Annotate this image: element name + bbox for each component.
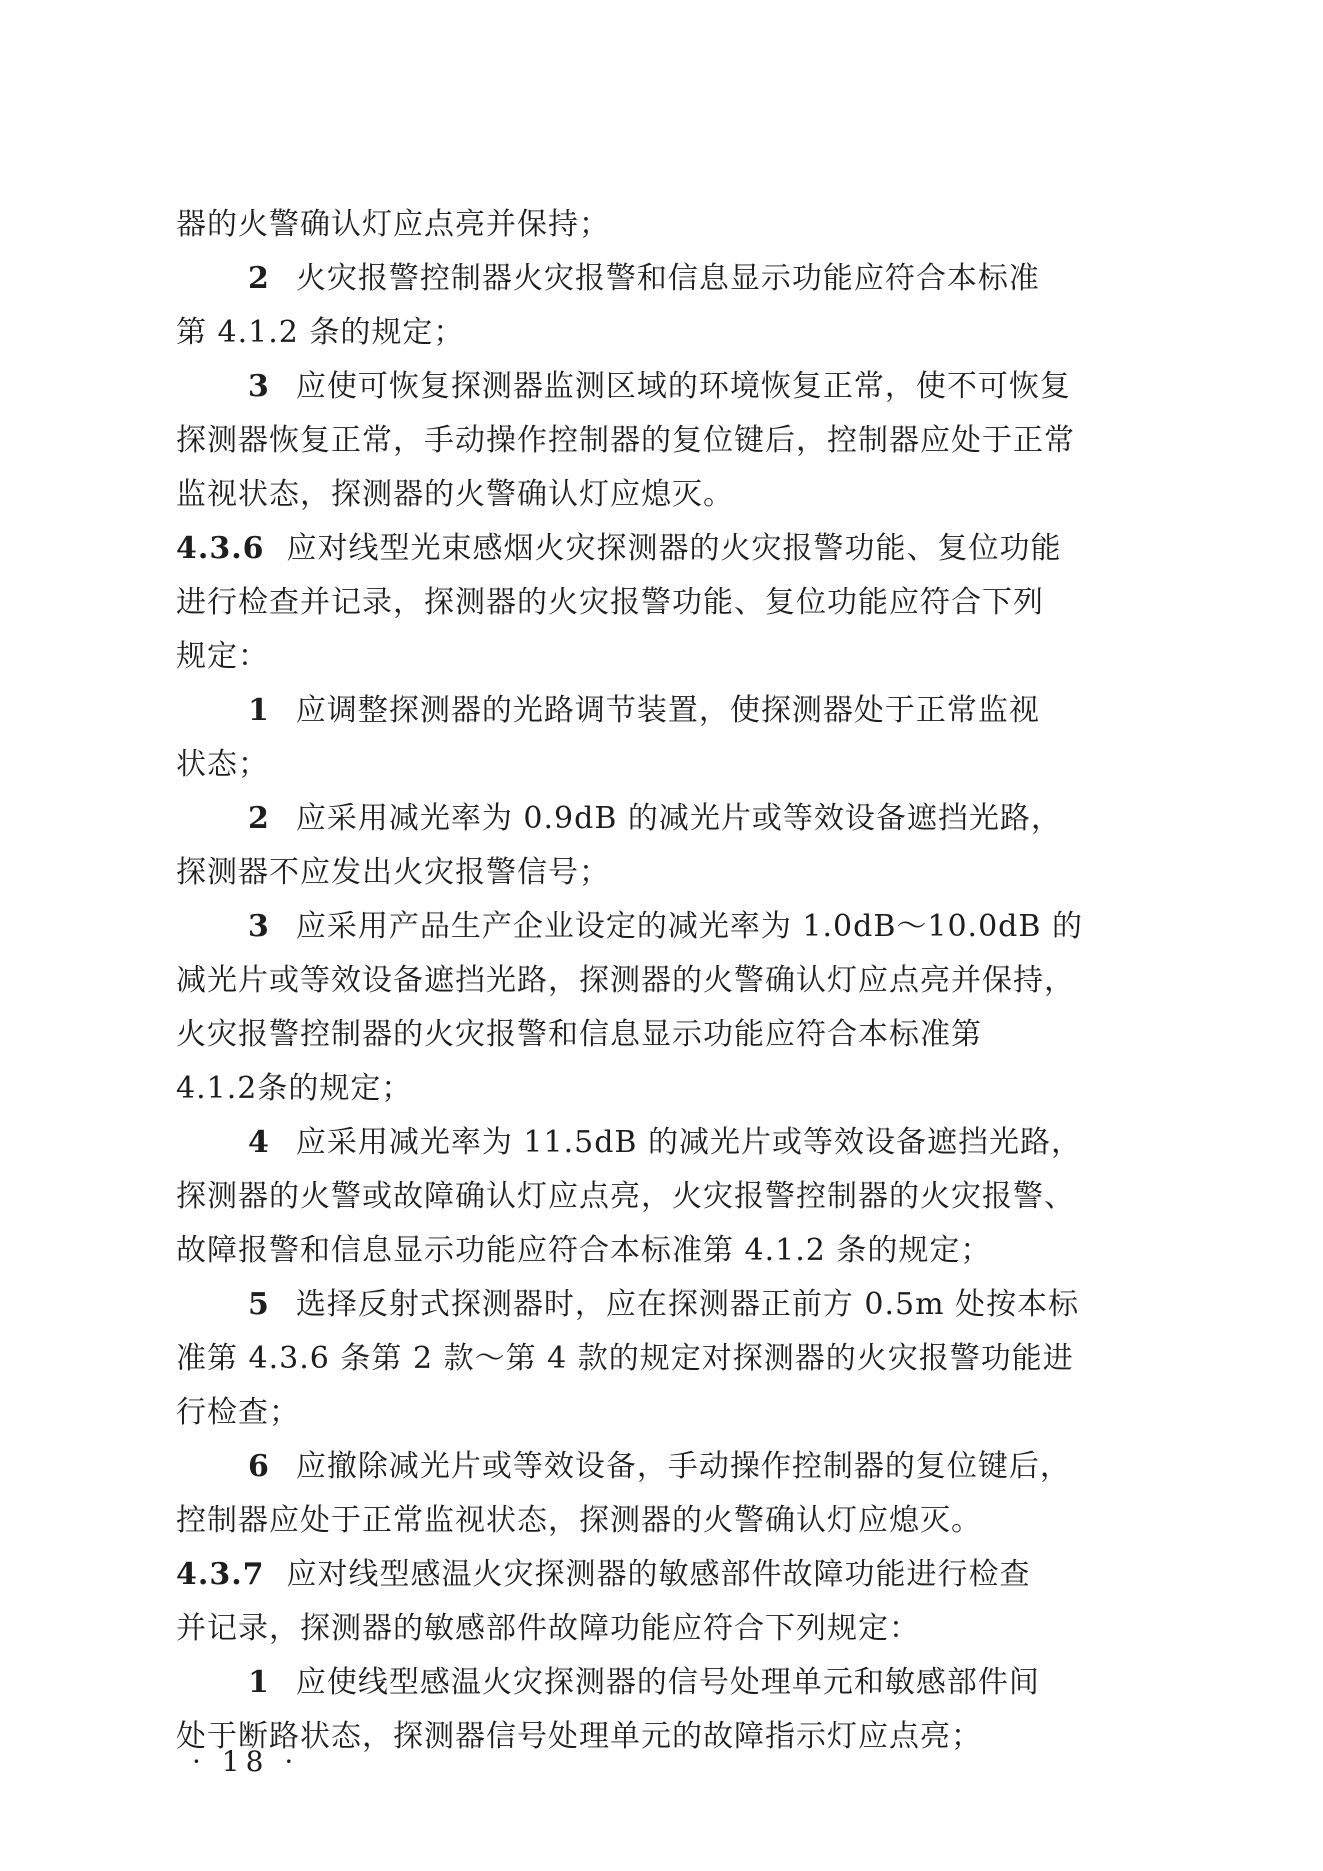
text-line xyxy=(176,1062,1136,1116)
line-text: 探测器恢复正常，手动操作控制器的复位键后，控制器应处于正常 xyxy=(176,423,1075,458)
text-line xyxy=(176,1602,1136,1656)
text-line xyxy=(176,1386,1136,1440)
text-line xyxy=(176,1710,1136,1764)
item-number: 4 xyxy=(248,1125,270,1160)
text-line xyxy=(176,198,1136,252)
line-text: 减光片或等效设备遮挡光路，探测器的火警确认灯应点亮并保持， xyxy=(176,963,1075,998)
section-heading-line xyxy=(176,522,1136,576)
line-text: 选择反射式探测器时，应在探测器正前方 0.5m 处按本标 xyxy=(295,1287,1080,1322)
section-number: 4.3.7 xyxy=(176,1557,265,1592)
line-text: 应调整探测器的光路调节装置，使探测器处于正常监视 xyxy=(295,693,1040,728)
item-number: 5 xyxy=(248,1287,270,1322)
item-number: 1 xyxy=(248,1665,270,1700)
list-item-line xyxy=(176,1116,1136,1170)
text-line xyxy=(176,1008,1136,1062)
line-text: 应采用减光率为 11.5dB 的减光片或等效设备遮挡光路， xyxy=(295,1125,1082,1160)
item-number: 1 xyxy=(248,693,270,728)
line-text: 应撤除减光片或等效设备，手动操作控制器的复位键后， xyxy=(295,1449,1071,1484)
line-text: 火灾报警控制器火灾报警和信息显示功能应符合本标准 xyxy=(295,261,1040,296)
text-line xyxy=(176,630,1136,684)
line-text: 应对线型感温火灾探测器的敏感部件故障功能进行检查 xyxy=(286,1557,1031,1592)
line-text: 应使线型感温火灾探测器的信号处理单元和敏感部件间 xyxy=(295,1665,1040,1700)
text-line xyxy=(176,414,1136,468)
line-text: 准第 4.3.6 条第 2 款～第 4 款的规定对探测器的火灾报警功能进 xyxy=(176,1341,1074,1376)
text-line xyxy=(176,738,1136,792)
line-text: 状态； xyxy=(176,747,269,782)
line-text: 4.1.2条的规定； xyxy=(176,1071,413,1106)
section-heading-line xyxy=(176,1548,1136,1602)
line-text: 监视状态，探测器的火警确认灯应熄灭。 xyxy=(176,477,734,512)
line-text: 并记录，探测器的敏感部件故障功能应符合下列规定： xyxy=(176,1611,920,1646)
list-item-line xyxy=(176,900,1136,954)
text-line xyxy=(176,954,1136,1008)
line-text: 火灾报警控制器的火灾报警和信息显示功能应符合本标准第 xyxy=(176,1017,982,1052)
list-item-line xyxy=(176,360,1136,414)
section-number: 4.3.6 xyxy=(176,531,265,566)
page-number: · 18 · xyxy=(192,1745,300,1778)
text-line xyxy=(176,1224,1136,1278)
line-text: 第 4.1.2 条的规定； xyxy=(176,315,465,350)
list-item-line xyxy=(176,1278,1136,1332)
list-item-line xyxy=(176,684,1136,738)
line-text: 应对线型光束感烟火灾探测器的火灾报警功能、复位功能 xyxy=(286,531,1062,566)
document-page xyxy=(176,198,1136,1764)
line-text: 探测器不应发出火灾报警信号； xyxy=(176,855,610,890)
text-line xyxy=(176,1170,1136,1224)
line-text: 规定： xyxy=(176,639,269,674)
item-number: 6 xyxy=(248,1449,270,1484)
list-item-line xyxy=(176,792,1136,846)
line-text: 故障报警和信息显示功能应符合本标准第 4.1.2 条的规定； xyxy=(176,1233,992,1268)
text-line xyxy=(176,306,1136,360)
item-number: 2 xyxy=(248,801,270,836)
item-number: 3 xyxy=(248,369,270,404)
text-line xyxy=(176,1494,1136,1548)
line-text: 进行检查并记录，探测器的火灾报警功能、复位功能应符合下列 xyxy=(176,585,1044,620)
line-text: 应使可恢复探测器监测区域的环境恢复正常，使不可恢复 xyxy=(295,369,1071,404)
line-text: 应采用减光率为 0.9dB 的减光片或等效设备遮挡光路， xyxy=(295,801,1062,836)
line-text: 探测器的火警或故障确认灯应点亮，火灾报警控制器的火灾报警、 xyxy=(176,1179,1075,1214)
text-line xyxy=(176,1332,1136,1386)
line-text: 应采用产品生产企业设定的减光率为 1.0dB～10.0dB 的 xyxy=(295,909,1083,944)
text-line xyxy=(176,846,1136,900)
item-number: 2 xyxy=(248,261,270,296)
line-text: 器的火警确认灯应点亮并保持； xyxy=(176,207,610,242)
list-item-line xyxy=(176,1656,1136,1710)
text-line xyxy=(176,468,1136,522)
line-text: 行检查； xyxy=(176,1395,300,1430)
item-number: 3 xyxy=(248,909,270,944)
line-text: 控制器应处于正常监视状态，探测器的火警确认灯应熄灭。 xyxy=(176,1503,982,1538)
line-text: 处于断路状态，探测器信号处理单元的故障指示灯应点亮； xyxy=(176,1719,982,1754)
list-item-line xyxy=(176,252,1136,306)
list-item-line xyxy=(176,1440,1136,1494)
text-line xyxy=(176,576,1136,630)
